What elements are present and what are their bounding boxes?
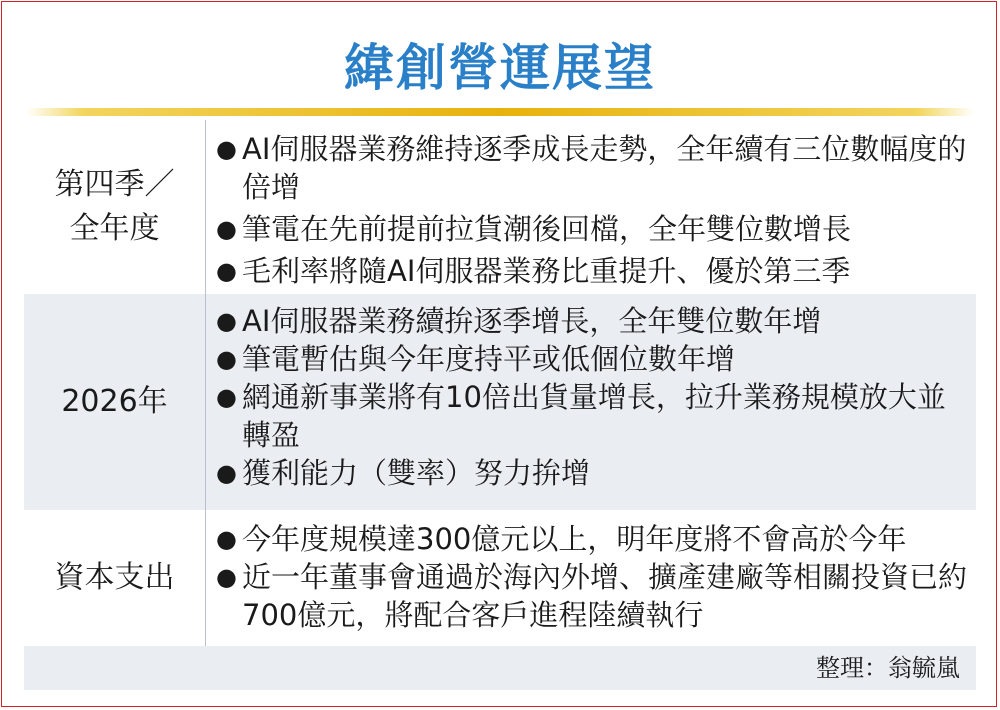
bullet-icon: ● — [216, 215, 237, 243]
item-text: 毛利率將隨AI伺服器業務比重提升、優於第三季 — [242, 254, 851, 288]
list-item — [216, 302, 968, 340]
list-item — [216, 558, 968, 634]
title-underline — [26, 108, 974, 116]
row-items — [216, 520, 968, 634]
footer-bar — [24, 646, 976, 690]
bullet-icon: ● — [216, 345, 237, 373]
bullet-icon: ● — [216, 459, 237, 487]
list-item — [216, 454, 968, 492]
list-item — [216, 130, 968, 206]
item-text: AI伺服器業務續拚逐季增長，全年雙位數年增 — [242, 304, 822, 338]
list-item — [216, 210, 968, 248]
row-label: 第四季／ 全年度 — [54, 167, 175, 246]
row-label: 2026年 — [61, 384, 168, 419]
credit-text: 整理：翁毓嵐 — [816, 654, 960, 682]
list-item — [216, 340, 968, 378]
bullet-icon: ● — [216, 257, 237, 285]
bullet-icon: ● — [216, 383, 237, 411]
list-item — [216, 378, 968, 454]
column-divider — [205, 510, 206, 646]
list-item — [216, 252, 968, 290]
row-q4-full-year — [24, 120, 976, 294]
item-text: AI伺服器業務維持逐季成長走勢，全年續有三位數幅度的倍增 — [242, 132, 967, 204]
bullet-icon: ● — [216, 307, 237, 335]
bullet-icon: ● — [216, 135, 237, 163]
bullet-icon: ● — [216, 563, 237, 591]
item-text: 筆電在先前提前拉貨潮後回檔，全年雙位數增長 — [242, 212, 852, 246]
row-items — [216, 130, 968, 290]
list-item — [216, 520, 968, 558]
item-text: 網通新事業將有10倍出貨量增長，拉升業務規模放大並轉盈 — [242, 380, 946, 452]
row-items — [216, 302, 968, 492]
infographic-title: 緯創營運展望 — [344, 39, 656, 97]
row-label: 資本支出 — [54, 560, 175, 595]
column-divider — [205, 294, 206, 510]
item-text: 今年度規模達300億元以上，明年度將不會高於今年 — [242, 522, 907, 556]
column-divider — [205, 120, 206, 294]
item-text: 獲利能力（雙率）努力拚增 — [242, 456, 591, 490]
item-text: 近一年董事會通過於海內外增、擴產建廠等相關投資已約700億元，將配合客戶進程陸續執行 — [242, 560, 968, 632]
row-capex — [24, 510, 976, 646]
item-text: 筆電暫估與今年度持平或低個位數年增 — [242, 342, 736, 376]
bullet-icon: ● — [216, 525, 237, 553]
row-2026 — [24, 294, 976, 510]
